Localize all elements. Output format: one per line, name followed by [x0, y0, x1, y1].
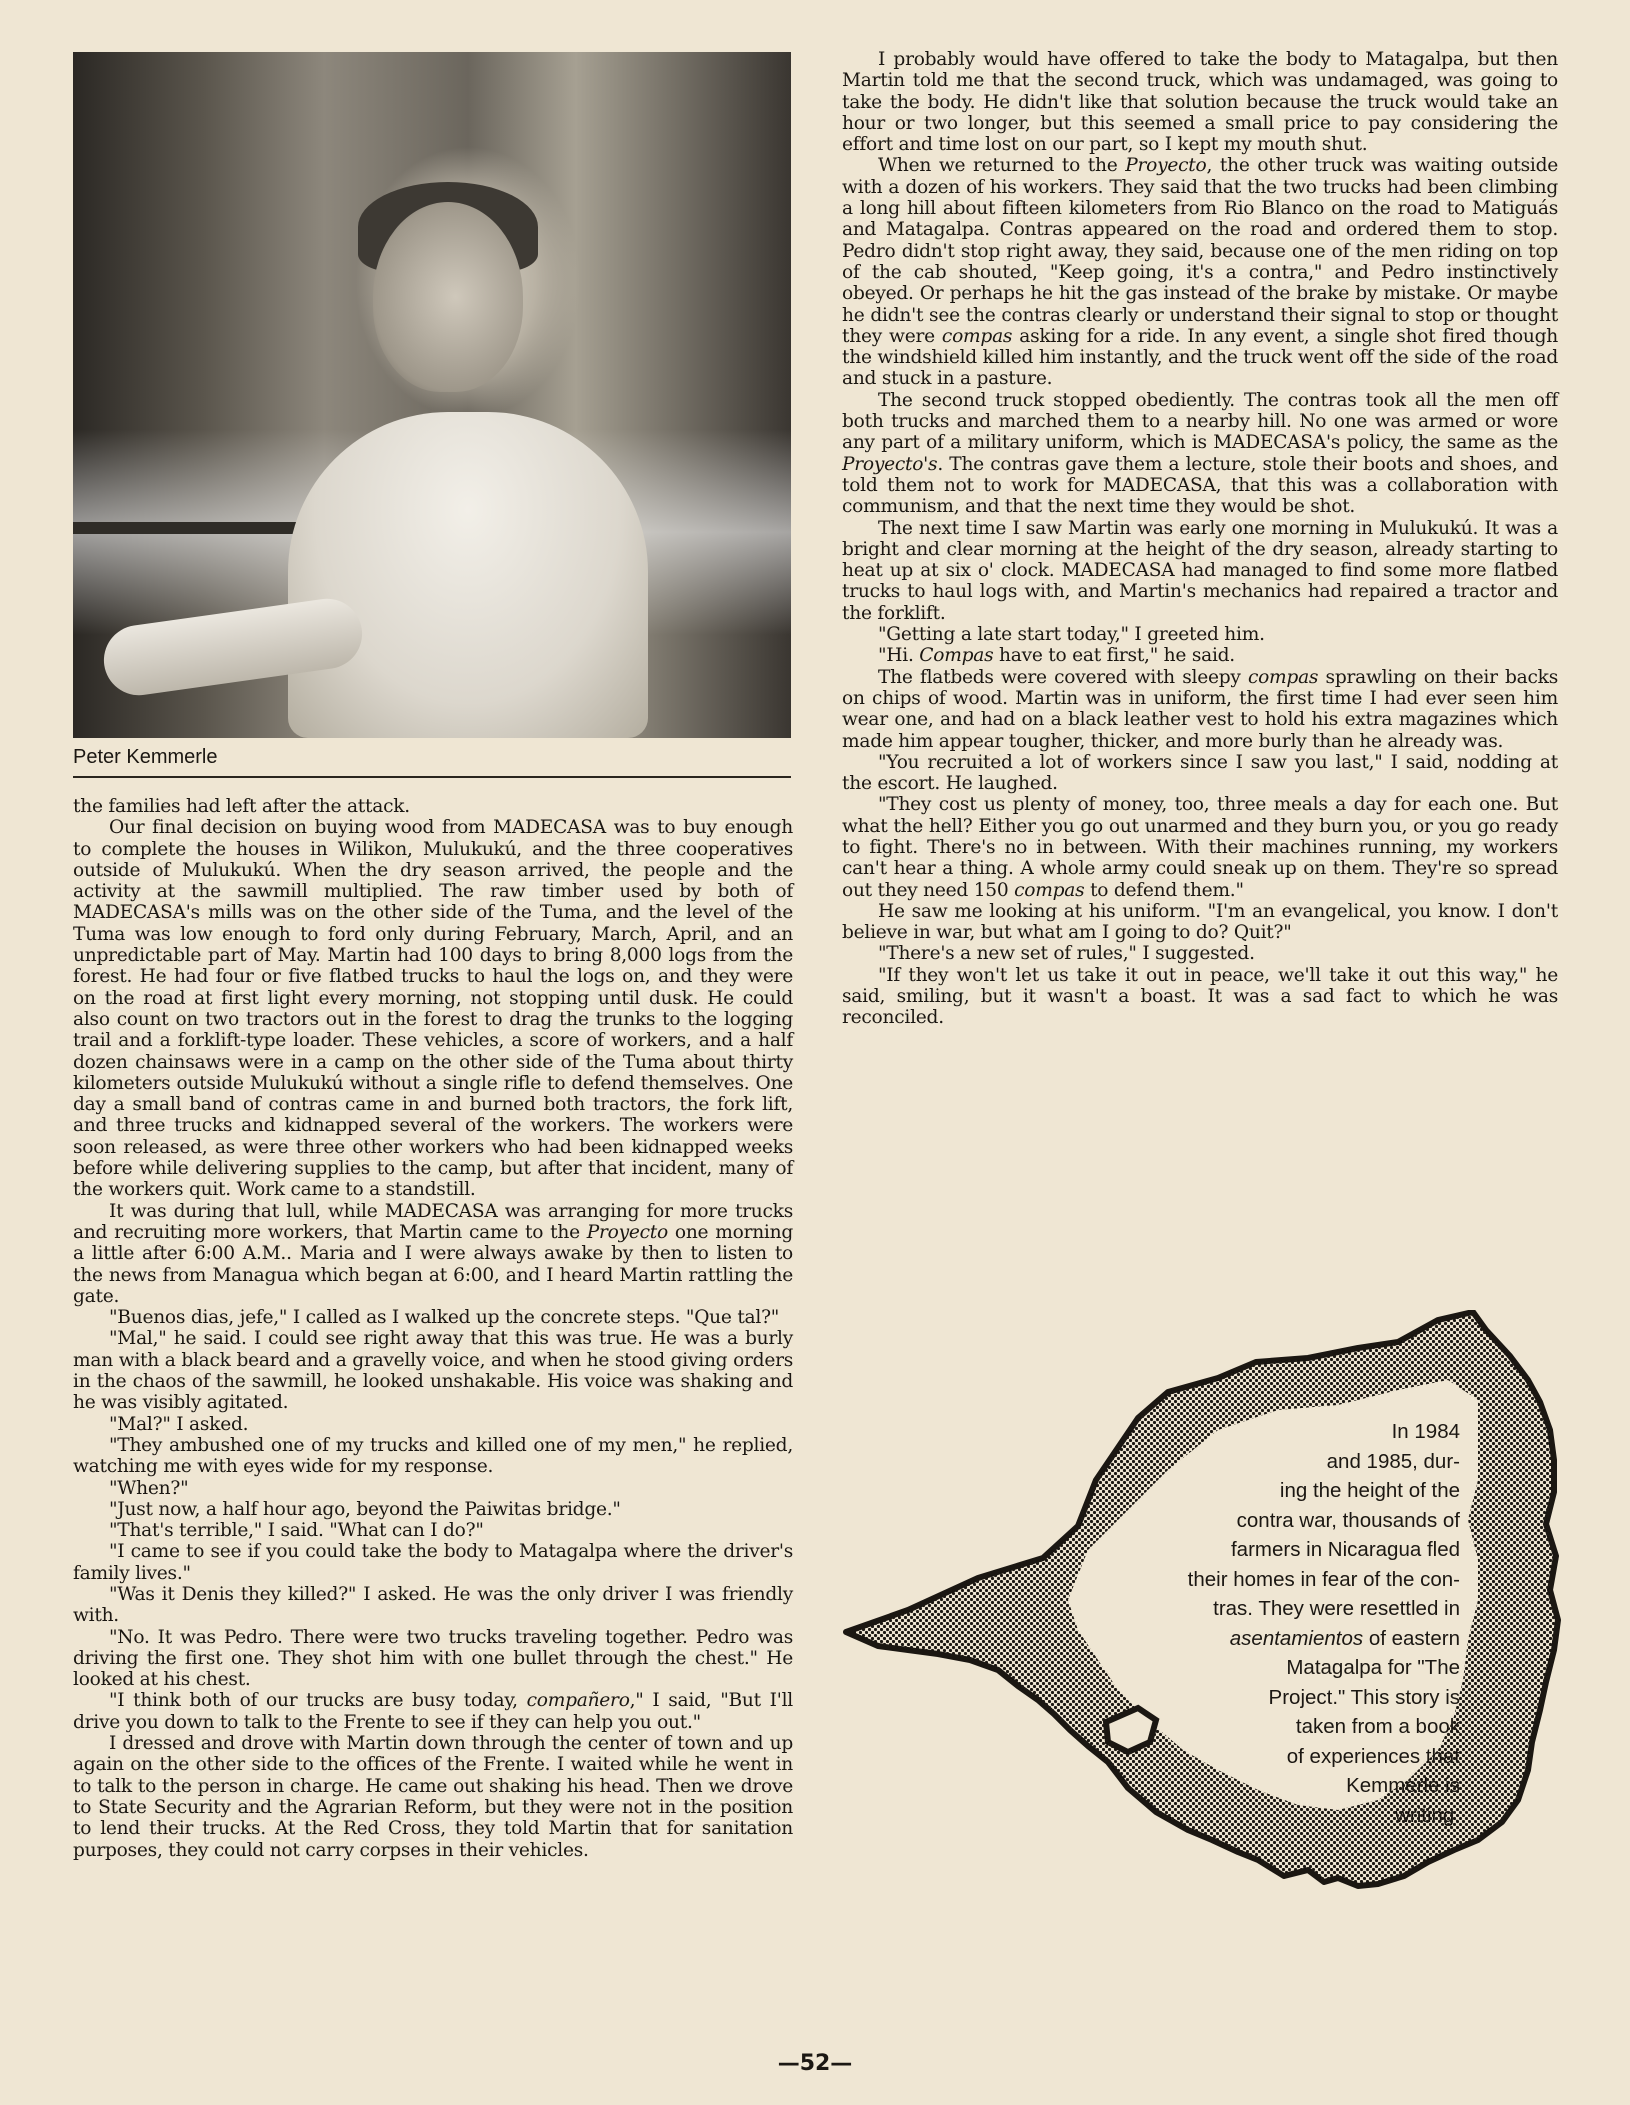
paragraph: "When?" [109, 1477, 189, 1499]
right-text-column [842, 49, 1558, 1029]
photo-figure-head [373, 202, 523, 392]
paragraph: "Just now, a half hour ago, beyond the Paiwitas bridge." [109, 1498, 621, 1520]
map-text-line: Matagalpa for "The [1286, 1656, 1460, 1679]
caption-rule [73, 776, 791, 778]
paragraph: When we returned to the Proyecto, the other truck was waiting outside with a dozen of his workers. They said that the two trucks had been climbing a long hill about fifteen kilometers from Rio Blanco on the road to Matiguás and Matagalpa. Contras appeared on the road and ordered them to stop. Pedro didn't stop right away, they said, because one of the men riding on top of the cab shouted, "Keep going, it's a contra," and Pedro instinctively obeyed. Or perhaps he hit the gas instead of the brake by mistake. Or maybe he didn't see the contras clearly or understand their signal to stop or thought they were compas asking for a ride. In any event, a single shot fired though the windshield killed him instantly, and the truck went off the side of the road and stuck in a pasture. [842, 155, 1558, 390]
paragraph: "That's terrible," I said. "What can I do?" [109, 1520, 484, 1542]
map-text-line: taken from a book [1295, 1715, 1460, 1738]
paragraph: The next time I saw Martin was early one morning in Mulukukú. It was a bright and clear morning at the height of the dry season, already starting to heat up at six o' clock. MADECASA had managed to find some more flatbed trucks to haul logs with, and Martin's mechanics had repaired a tractor and the forklift. [842, 517, 1558, 624]
paragraph: "They cost us plenty of money, too, three meals a day for each one. But what the hell? Either you go out unarmed and they burn you, or you go ready to fight. There's no in between. With their machines running, my workers can't hear a thing. A whole army could sneak up on them. They're so spread out they need 150 compas to defend them." [842, 794, 1558, 901]
map-text-line: Project." This story is [1268, 1685, 1460, 1709]
paragraph: It was during that lull, while MADECASA was arranging for more trucks and recruiting more workers, that Martin came to the Proyecto one morning a little after 6:00 A.M.. Maria and I were always awake by then to listen to the news from Managua which began at 6:00, and I heard Martin rattling the gate. [73, 1200, 794, 1307]
map-text-line: farmers in Nicaragua fled [1230, 1538, 1460, 1561]
map-sidebar-text [1095, 1417, 1460, 1830]
map-text-line: of experiences that [1286, 1744, 1460, 1768]
map-text-line: In 1984 [1391, 1420, 1460, 1443]
paragraph: "There's a new set of rules," I suggested. [878, 943, 1255, 965]
paragraph: "Mal," he said. I could see right away that this was true. He was a burly man with a black beard and a gravelly voice, and when he stood giving orders in the chaos of the sawmill, he looked unshakable. His voice was shaking and he was visibly agitated. [73, 1328, 793, 1414]
paragraph: Our final decision on buying wood from MADECASA was to buy enough to complete the houses in Wilikon, Mulukukú, and the three cooperatives outside of Mulukukú. When the dry season arrived, the people and the activity at the sawmill multiplied. The raw timber used by both of MADECASA's mills was on the other side of the Tuma, and the level of the Tuma was low enough to ford only during February, March, April, and an unpredictable part of May. Martin had 100 days to bring 8,000 logs from the forest. He had four or five flatbed trucks to haul the logs on, and they were on the road at first light every morning, not stopping until dusk. He could also count on two tractors out in the forest to drag the trunks to the logging trail and a forklift-type loader. These vehicles, a score of workers, and a half dozen chainsaws were in a camp on the other side of the Tuma about thirty kilometers outside Mulukukú without a single rifle to defend themselves. One day a small band of contras came in and burned both tractors, the fork lift, and three trucks and kidnapped several of the workers. The workers were soon released, as were three other workers who had been kidnapped weeks before while delivering supplies to the camp, but after that incident, many of the workers quit. Work came to a standstill. [73, 817, 793, 1201]
paragraph: "I came to see if you could take the body to Matagalpa where the driver's family lives." [73, 1541, 793, 1584]
map-text-line: asentamientos of eastern [1229, 1626, 1460, 1650]
map-text-line: and 1985, dur- [1326, 1449, 1460, 1473]
page-number: —52— [777, 2051, 853, 2076]
photo-figure-shirt [288, 412, 648, 738]
map-text-line: writing. [1395, 1803, 1460, 1827]
paragraph: "Getting a late start today," I greeted him. [878, 624, 1265, 646]
paragraph: the families had left after the attack. [73, 796, 410, 817]
left-text-column [73, 796, 793, 1861]
paragraph: "You recruited a lot of workers since I saw you last," I said, nodding at the escort. He laughed. [842, 751, 1558, 795]
paragraph: "If they won't let us take it out in peace, we'll take it out this way," he said, smiling, but it wasn't a boast. It was a sad fact to which he was reconciled. [842, 964, 1558, 1029]
paragraph: The flatbeds were covered with sleepy compas sprawling on their backs on chips of wood. Martin was in uniform, the first time I had ever seen him wear one, and had on a black leather vest to hold his extra magazines which made him appear tougher, thicker, and more burly than he already was. [842, 666, 1558, 752]
paragraph: I dressed and drove with Martin down through the center of town and up again on the other side to the offices of the Frente. I waited while he went in to talk to the person in charge. He came out shaking his head. Then we drove to State Security and the Agrarian Reform, but they were not in the position to lend their trucks. At the Red Cross, they told Martin that for sanitation purposes, they could not carry corpses in their vehicles. [73, 1733, 793, 1861]
paragraph: The second truck stopped obediently. The contras took all the men off both trucks and marched them to a nearby hill. No one was armed or wore any part of a military uniform, which is MADECASA's policy, the same as the Proyecto's. The contras gave them a lecture, stole their boots and shoes, and told them not to work for MADECASA, that this was a collaboration with communism, and that the next time they would be shot. [842, 389, 1558, 518]
paragraph: I probably would have offered to take the body to Matagalpa, but then Martin told me that the second truck, which was undamaged, was going to take the body. He didn't like that solution because the truck would take an hour or two longer, but this seemed a small price to pay considering the effort and time lost on our part, so I kept my mouth shut. [842, 49, 1558, 156]
paragraph: "Mal?" I asked. [109, 1413, 249, 1435]
map-text-line: their homes in fear of the con- [1187, 1567, 1460, 1591]
portrait-photo [73, 52, 791, 738]
map-text-line: Kemmerle is [1346, 1774, 1460, 1797]
paragraph: He saw me looking at his uniform. "I'm an evangelical, you know. I don't believe in war, but what am I going to do? Quit?" [842, 900, 1558, 944]
map-text-line: ing the height of the [1279, 1479, 1460, 1502]
map-text-line: contra war, thousands of [1236, 1508, 1460, 1532]
window-sill [73, 522, 323, 534]
paragraph: "I think both of our trucks are busy today, compañero," I said, "But I'll drive you down to talk to the Frente to see if they can help you out." [73, 1690, 793, 1733]
paragraph: "Was it Denis they killed?" I asked. He was the only driver I was friendly with. [73, 1583, 793, 1627]
map-text-line: tras. They were resettled in [1213, 1597, 1460, 1620]
paragraph: "They ambushed one of my trucks and killed one of my men," he replied, watching me with eyes wide for my response. [73, 1434, 793, 1478]
paragraph: "Buenos dias, jefe," I called as I walked up the concrete steps. "Que tal?" [109, 1307, 780, 1329]
paragraph: "No. It was Pedro. There were two trucks traveling together. Pedro was driving the first one. They shot him with one bullet through the chest." He looked at his chest. [73, 1626, 793, 1691]
paragraph: "Hi. Compas have to eat first," he said. [878, 645, 1235, 667]
photo-caption: Peter Kemmerle [73, 746, 218, 768]
